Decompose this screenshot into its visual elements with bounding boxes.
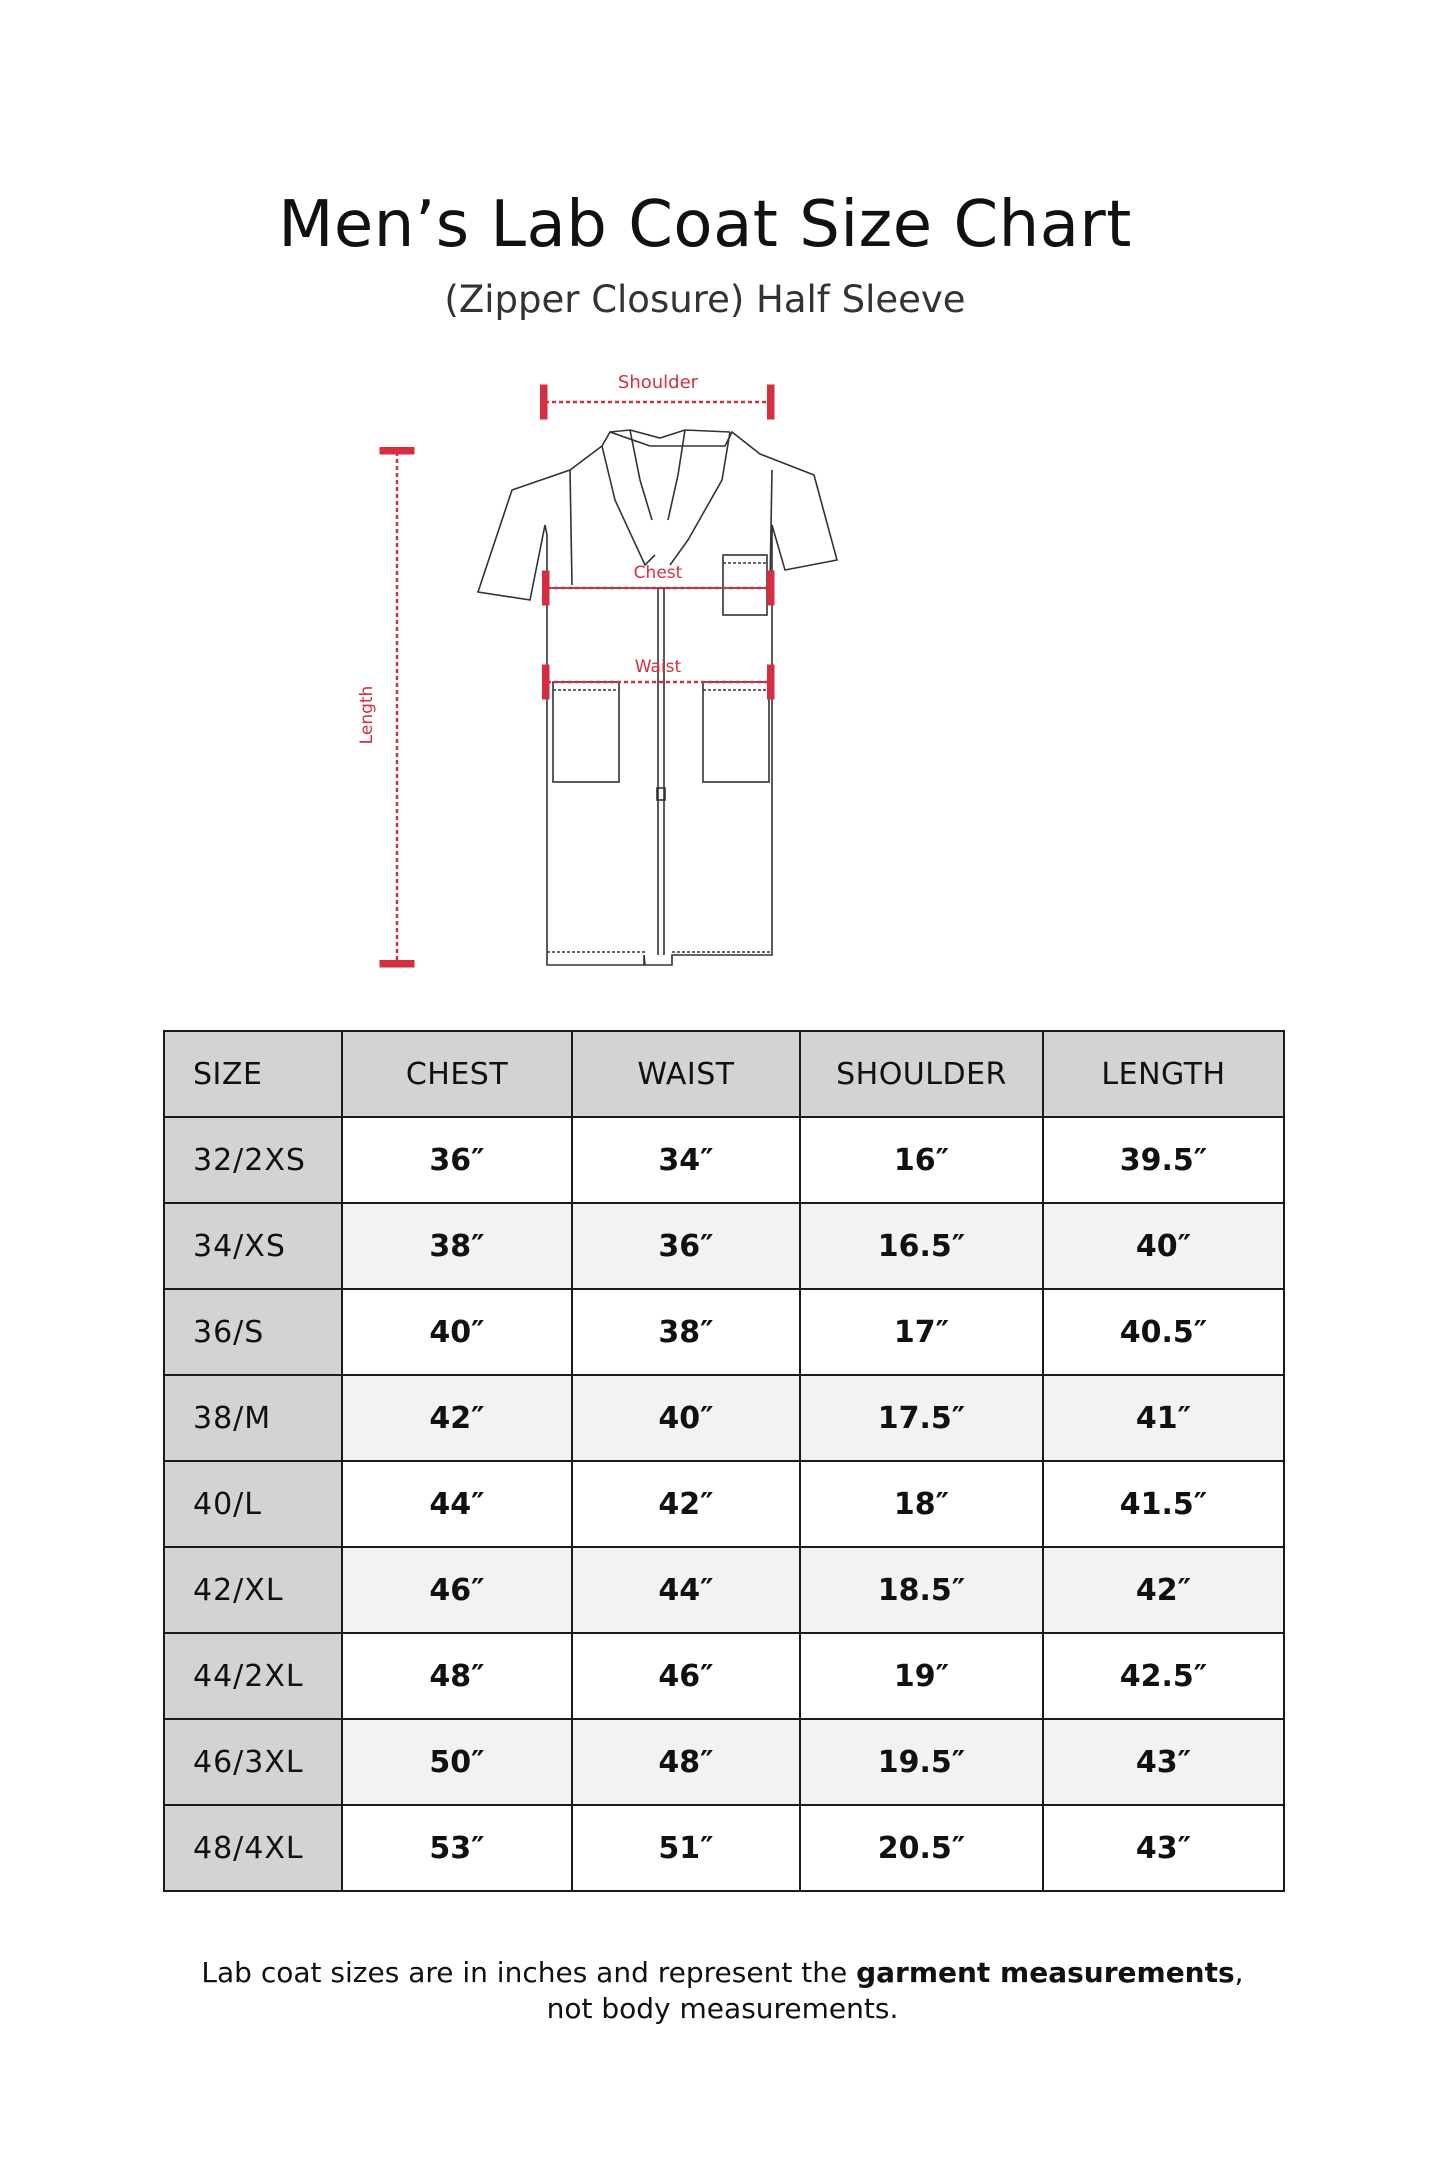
waist-cell: 34″ xyxy=(572,1117,800,1203)
footnote-bold: garment measurements xyxy=(856,1956,1235,1989)
chest-cell: 53″ xyxy=(342,1805,572,1891)
size-cell: 42/XL xyxy=(164,1547,342,1633)
size-cell: 40/L xyxy=(164,1461,342,1547)
shoulder-cell: 19″ xyxy=(800,1633,1043,1719)
waist-cell: 44″ xyxy=(572,1547,800,1633)
size-cell: 44/2XL xyxy=(164,1633,342,1719)
header-chest: CHEST xyxy=(342,1031,572,1117)
size-cell: 36/S xyxy=(164,1289,342,1375)
footnote-line2: not body measurements. xyxy=(546,1992,899,2025)
lab-coat-diagram xyxy=(357,360,960,980)
shoulder-cell: 18″ xyxy=(800,1461,1043,1547)
chest-cell: 50″ xyxy=(342,1719,572,1805)
size-cell: 32/2XS xyxy=(164,1117,342,1203)
table-row xyxy=(164,1719,1284,1805)
shoulder-cell: 18.5″ xyxy=(800,1547,1043,1633)
length-cell: 40″ xyxy=(1043,1203,1284,1289)
length-cell: 40.5″ xyxy=(1043,1289,1284,1375)
shoulder-cell: 16″ xyxy=(800,1117,1043,1203)
page-title: Men’s Lab Coat Size Chart xyxy=(278,188,1132,262)
chest-cell: 38″ xyxy=(342,1203,572,1289)
shoulder-cell: 17.5″ xyxy=(800,1375,1043,1461)
size-table xyxy=(163,1030,1285,1892)
table-row xyxy=(164,1289,1284,1375)
coat-outline xyxy=(478,430,837,965)
length-label: Length xyxy=(357,685,377,745)
waist-cell: 48″ xyxy=(572,1719,800,1805)
shoulder-cell: 17″ xyxy=(800,1289,1043,1375)
table-row xyxy=(164,1117,1284,1203)
size-cell: 34/XS xyxy=(164,1203,342,1289)
waist-cell: 36″ xyxy=(572,1203,800,1289)
length-cell: 43″ xyxy=(1043,1805,1284,1891)
shoulder-cell: 20.5″ xyxy=(800,1805,1043,1891)
size-cell: 38/M xyxy=(164,1375,342,1461)
table-row xyxy=(164,1461,1284,1547)
chest-label: Chest xyxy=(633,563,683,583)
waist-cell: 42″ xyxy=(572,1461,800,1547)
chest-cell: 40″ xyxy=(342,1289,572,1375)
chest-cell: 46″ xyxy=(342,1547,572,1633)
chest-cell: 44″ xyxy=(342,1461,572,1547)
table-row xyxy=(164,1375,1284,1461)
header-shoulder: SHOULDER xyxy=(800,1031,1043,1117)
length-cell: 42.5″ xyxy=(1043,1633,1284,1719)
footnote xyxy=(0,1955,1445,2027)
header-length: LENGTH xyxy=(1043,1031,1284,1117)
table-header-row xyxy=(164,1031,1284,1117)
size-cell: 48/4XL xyxy=(164,1805,342,1891)
footnote-suffix: , xyxy=(1234,1956,1244,1989)
table-row xyxy=(164,1203,1284,1289)
shoulder-cell: 19.5″ xyxy=(800,1719,1043,1805)
length-cell: 39.5″ xyxy=(1043,1117,1284,1203)
chest-cell: 36″ xyxy=(342,1117,572,1203)
shoulder-label: Shoulder xyxy=(617,372,699,393)
length-cell: 43″ xyxy=(1043,1719,1284,1805)
table-row xyxy=(164,1633,1284,1719)
table-row xyxy=(164,1547,1284,1633)
waist-label: Waist xyxy=(634,657,682,677)
waist-cell: 51″ xyxy=(572,1805,800,1891)
chest-cell: 42″ xyxy=(342,1375,572,1461)
length-cell: 41.5″ xyxy=(1043,1461,1284,1547)
waist-cell: 46″ xyxy=(572,1633,800,1719)
measurement-lines xyxy=(397,402,772,965)
page-subtitle: (Zipper Closure) Half Sleeve xyxy=(444,278,966,321)
length-cell: 41″ xyxy=(1043,1375,1284,1461)
table-row xyxy=(164,1805,1284,1891)
waist-cell: 38″ xyxy=(572,1289,800,1375)
length-cell: 42″ xyxy=(1043,1547,1284,1633)
chest-cell: 48″ xyxy=(342,1633,572,1719)
waist-cell: 40″ xyxy=(572,1375,800,1461)
size-cell: 46/3XL xyxy=(164,1719,342,1805)
footnote-prefix: Lab coat sizes are in inches and represent the xyxy=(201,1956,857,1989)
shoulder-cell: 16.5″ xyxy=(800,1203,1043,1289)
header-size: SIZE xyxy=(164,1031,342,1117)
header-waist: WAIST xyxy=(572,1031,800,1117)
